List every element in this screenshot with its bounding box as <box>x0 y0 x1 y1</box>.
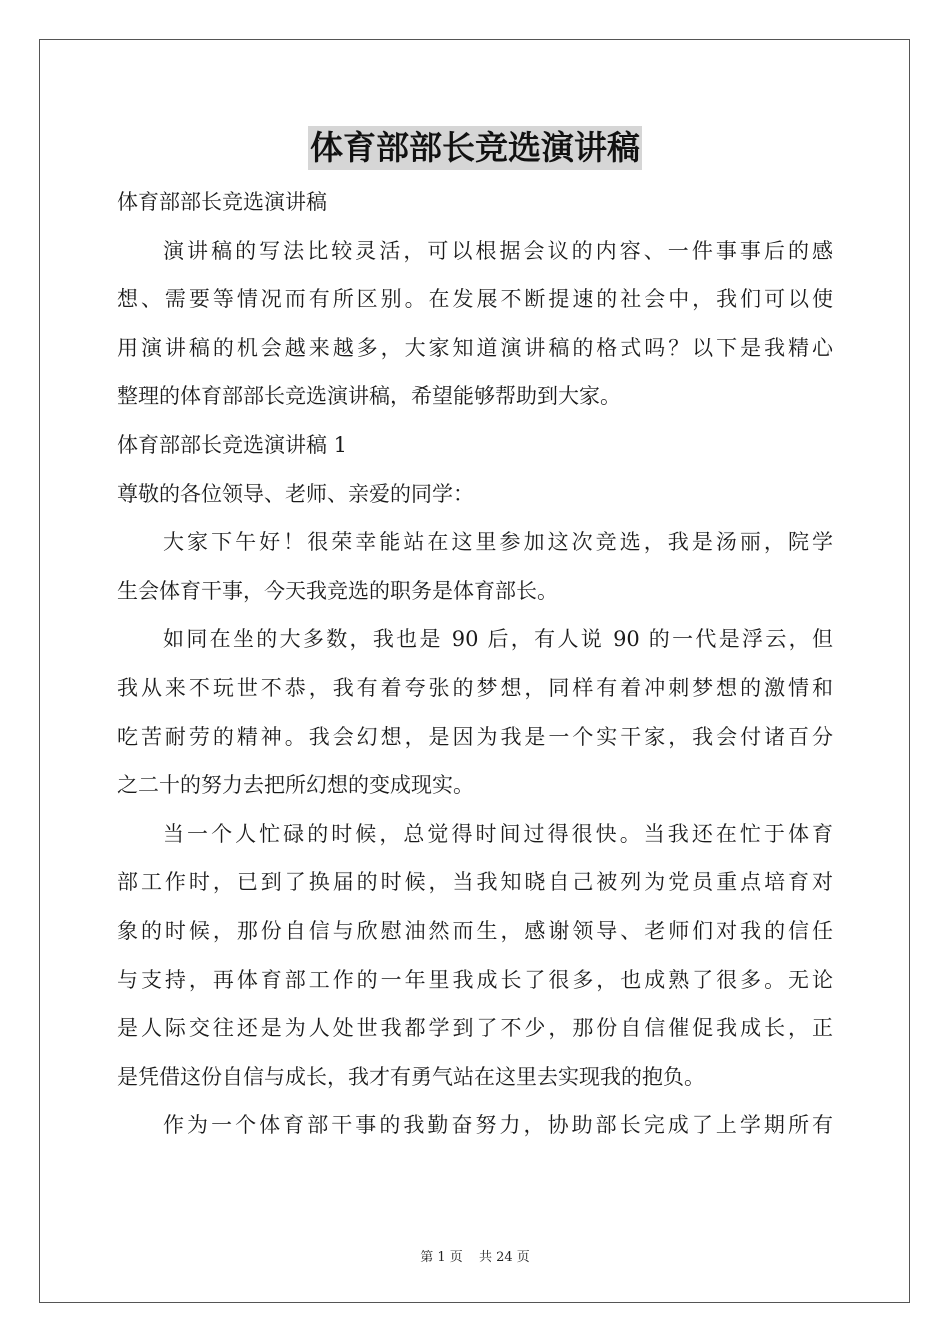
text-line: 是人际交往还是为人处世我都学到了不少，那份自信催促我成长，正 <box>117 1016 833 1041</box>
text-line: 尊敬的各位领导、老师、亲爱的同学： <box>117 481 474 506</box>
document-title: 体育部部长竞选演讲稿 <box>308 126 642 170</box>
text-line: 之二十的努力去把所幻想的变成现实。 <box>117 773 474 798</box>
text-line: 吃苦耐劳的精神。我会幻想，是因为我是一个实干家，我会付诸百分 <box>117 724 833 749</box>
text-line: 生会体育干事，今天我竞选的职务是体育部长。 <box>117 578 558 603</box>
text-line: 大家下午好！很荣幸能站在这里参加这次竞选，我是汤丽，院学 <box>163 530 833 555</box>
text-line: 如同在坐的大多数，我也是 90 后，有人说 90 的一代是浮云，但 <box>163 627 833 652</box>
text-line: 部工作时，已到了换届的时候，当我知晓自己被列为党员重点培育对 <box>117 870 833 895</box>
text-line: 我从来不玩世不恭，我有着夸张的梦想，同样有着冲刺梦想的激情和 <box>117 675 833 700</box>
text-line: 体育部部长竞选演讲稿 1 <box>117 432 348 457</box>
page-footer <box>0 1246 950 1265</box>
text-line: 象的时候，那份自信与欣慰油然而生，感谢领导、老师们对我的信任 <box>117 918 833 943</box>
text-line: 是凭借这份自信与成长，我才有勇气站在这里去实现我的抱负。 <box>117 1064 705 1089</box>
document-body <box>117 178 833 1150</box>
text-line: 与支持，再体育部工作的一年里我成长了很多，也成熟了很多。无论 <box>117 967 833 992</box>
text-line: 整理的体育部部长竞选演讲稿，希望能够帮助到大家。 <box>117 384 621 409</box>
page-number: 第 1 页 <box>420 1250 463 1265</box>
text-line: 演讲稿的写法比较灵活，可以根据会议的内容、一件事事后的感 <box>163 238 833 263</box>
page-total: 共 24 页 <box>478 1250 530 1265</box>
text-line: 用演讲稿的机会越来越多，大家知道演讲稿的格式吗？以下是我精心 <box>117 335 833 360</box>
text-line: 作为一个体育部干事的我勤奋努力，协助部长完成了上学期所有 <box>163 1113 833 1138</box>
text-line: 体育部部长竞选演讲稿 <box>117 190 327 214</box>
text-line: 想、需要等情况而有所区别。在发展不断提速的社会中，我们可以使 <box>117 287 833 312</box>
text-line: 当一个人忙碌的时候，总觉得时间过得很快。当我还在忙于体育 <box>163 821 833 846</box>
title-container <box>0 126 950 170</box>
